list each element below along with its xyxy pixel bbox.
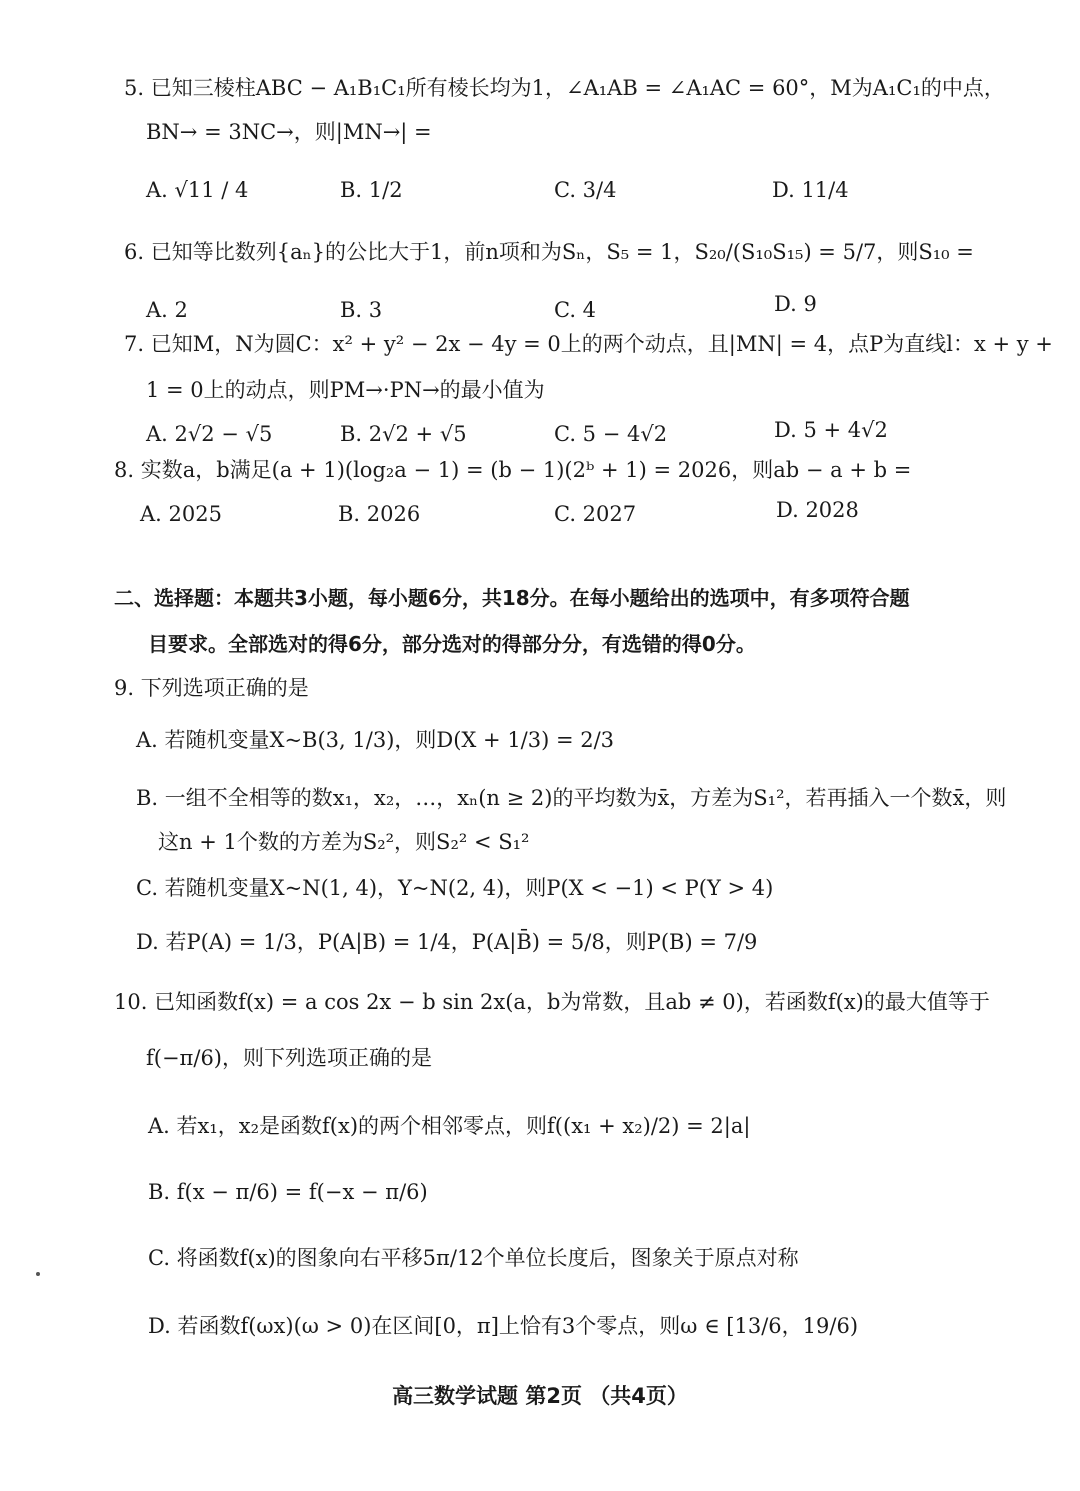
- q10-option-c: C. 将函数f(x)的图象向右平移5π/12个单位长度后，图象关于原点对称: [148, 1246, 799, 1270]
- q9-option-b-line1: B. 一组不全相等的数x₁，x₂，…，xₙ(n ≥ 2)的平均数为x̄，方差为S₁²，若再插入一个数x̄，则: [136, 786, 1007, 810]
- q8-option-b: B. 2026: [338, 502, 421, 526]
- q9-option-a: A. 若随机变量X~B(3, 1/3)，则D(X + 1/3) = 2/3: [136, 728, 615, 752]
- q8-stem: 8. 实数a，b满足(a + 1)(log₂a − 1) = (b − 1)(2ᵇ + 1) = 2026，则ab − a + b =: [114, 458, 912, 482]
- q6-stem: 6. 已知等比数列{aₙ}的公比大于1，前n项和为Sₙ，S₅ = 1，S₂₀/(S₁₀S₁₅) = 5/7，则S₁₀ =: [124, 240, 974, 264]
- q8-option-a: A. 2025: [140, 502, 222, 526]
- q6-option-d: D. 9: [774, 292, 817, 316]
- q7-stem-line1: 7. 已知M，N为圆C：x² + y² − 2x − 4y = 0上的两个动点，且|MN| = 4，点P为直线l：x + y +: [124, 332, 1053, 356]
- q9-option-b-line2: 这n + 1个数的方差为S₂²，则S₂² < S₁²: [158, 830, 530, 854]
- q10-stem-line1: 10. 已知函数f(x) = a cos 2x − b sin 2x(a，b为常数，且ab ≠ 0)，若函数f(x)的最大值等于: [114, 990, 990, 1014]
- q9-option-c: C. 若随机变量X~N(1, 4)，Y~N(2, 4)，则P(X < −1) < P(Y > 4): [136, 876, 774, 900]
- q10-stem-line2: f(−π/6)，则下列选项正确的是: [146, 1046, 432, 1070]
- q5-option-c: C. 3/4: [554, 178, 617, 202]
- q5-stem-line2: BN→ = 3NC→，则|MN→| =: [146, 120, 432, 144]
- q5-option-b: B. 1/2: [340, 178, 403, 202]
- q10-option-a: A. 若x₁，x₂是函数f(x)的两个相邻零点，则f((x₁ + x₂)/2) = 2|a|: [148, 1114, 751, 1138]
- q5-stem-line1: 5. 已知三棱柱ABC − A₁B₁C₁所有棱长均为1，∠A₁AB = ∠A₁AC = 60°，M为A₁C₁的中点，: [124, 76, 1005, 100]
- page-footer: 高三数学试题 第2页 （共4页）: [392, 1384, 688, 1408]
- q10-option-d: D. 若函数f(ωx)(ω > 0)在区间[0，π]上恰有3个零点，则ω ∈ [13/6，19/6): [148, 1314, 859, 1338]
- q9-stem: 9. 下列选项正确的是: [114, 676, 309, 700]
- section2-header-line2: 目要求。全部选对的得6分，部分选对的得部分分，有选错的得0分。: [148, 632, 756, 656]
- q5-option-a: A. √11 / 4: [146, 178, 249, 202]
- scan-speck: [36, 1272, 40, 1276]
- q7-option-c: C. 5 − 4√2: [554, 422, 668, 446]
- q10-option-b: B. f(x − π/6) = f(−x − π/6): [148, 1180, 428, 1204]
- q7-option-a: A. 2√2 − √5: [146, 422, 273, 446]
- q6-option-b: B. 3: [340, 298, 383, 322]
- q7-option-b: B. 2√2 + √5: [340, 422, 467, 446]
- q8-option-c: C. 2027: [554, 502, 637, 526]
- q6-option-c: C. 4: [554, 298, 597, 322]
- section2-header-line1: 二、选择题：本题共3小题，每小题6分，共18分。在每小题给出的选项中，有多项符合题: [114, 586, 910, 610]
- q9-option-d: D. 若P(A) = 1/3，P(A|B) = 1/4，P(A|B̄) = 5/8，则P(B) = 7/9: [136, 930, 758, 954]
- q7-stem-line2: 1 = 0上的动点，则PM→·PN→的最小值为: [146, 378, 545, 402]
- q8-option-d: D. 2028: [776, 498, 859, 522]
- q5-option-d: D. 11/4: [772, 178, 849, 202]
- q7-option-d: D. 5 + 4√2: [774, 418, 888, 442]
- q6-option-a: A. 2: [146, 298, 188, 322]
